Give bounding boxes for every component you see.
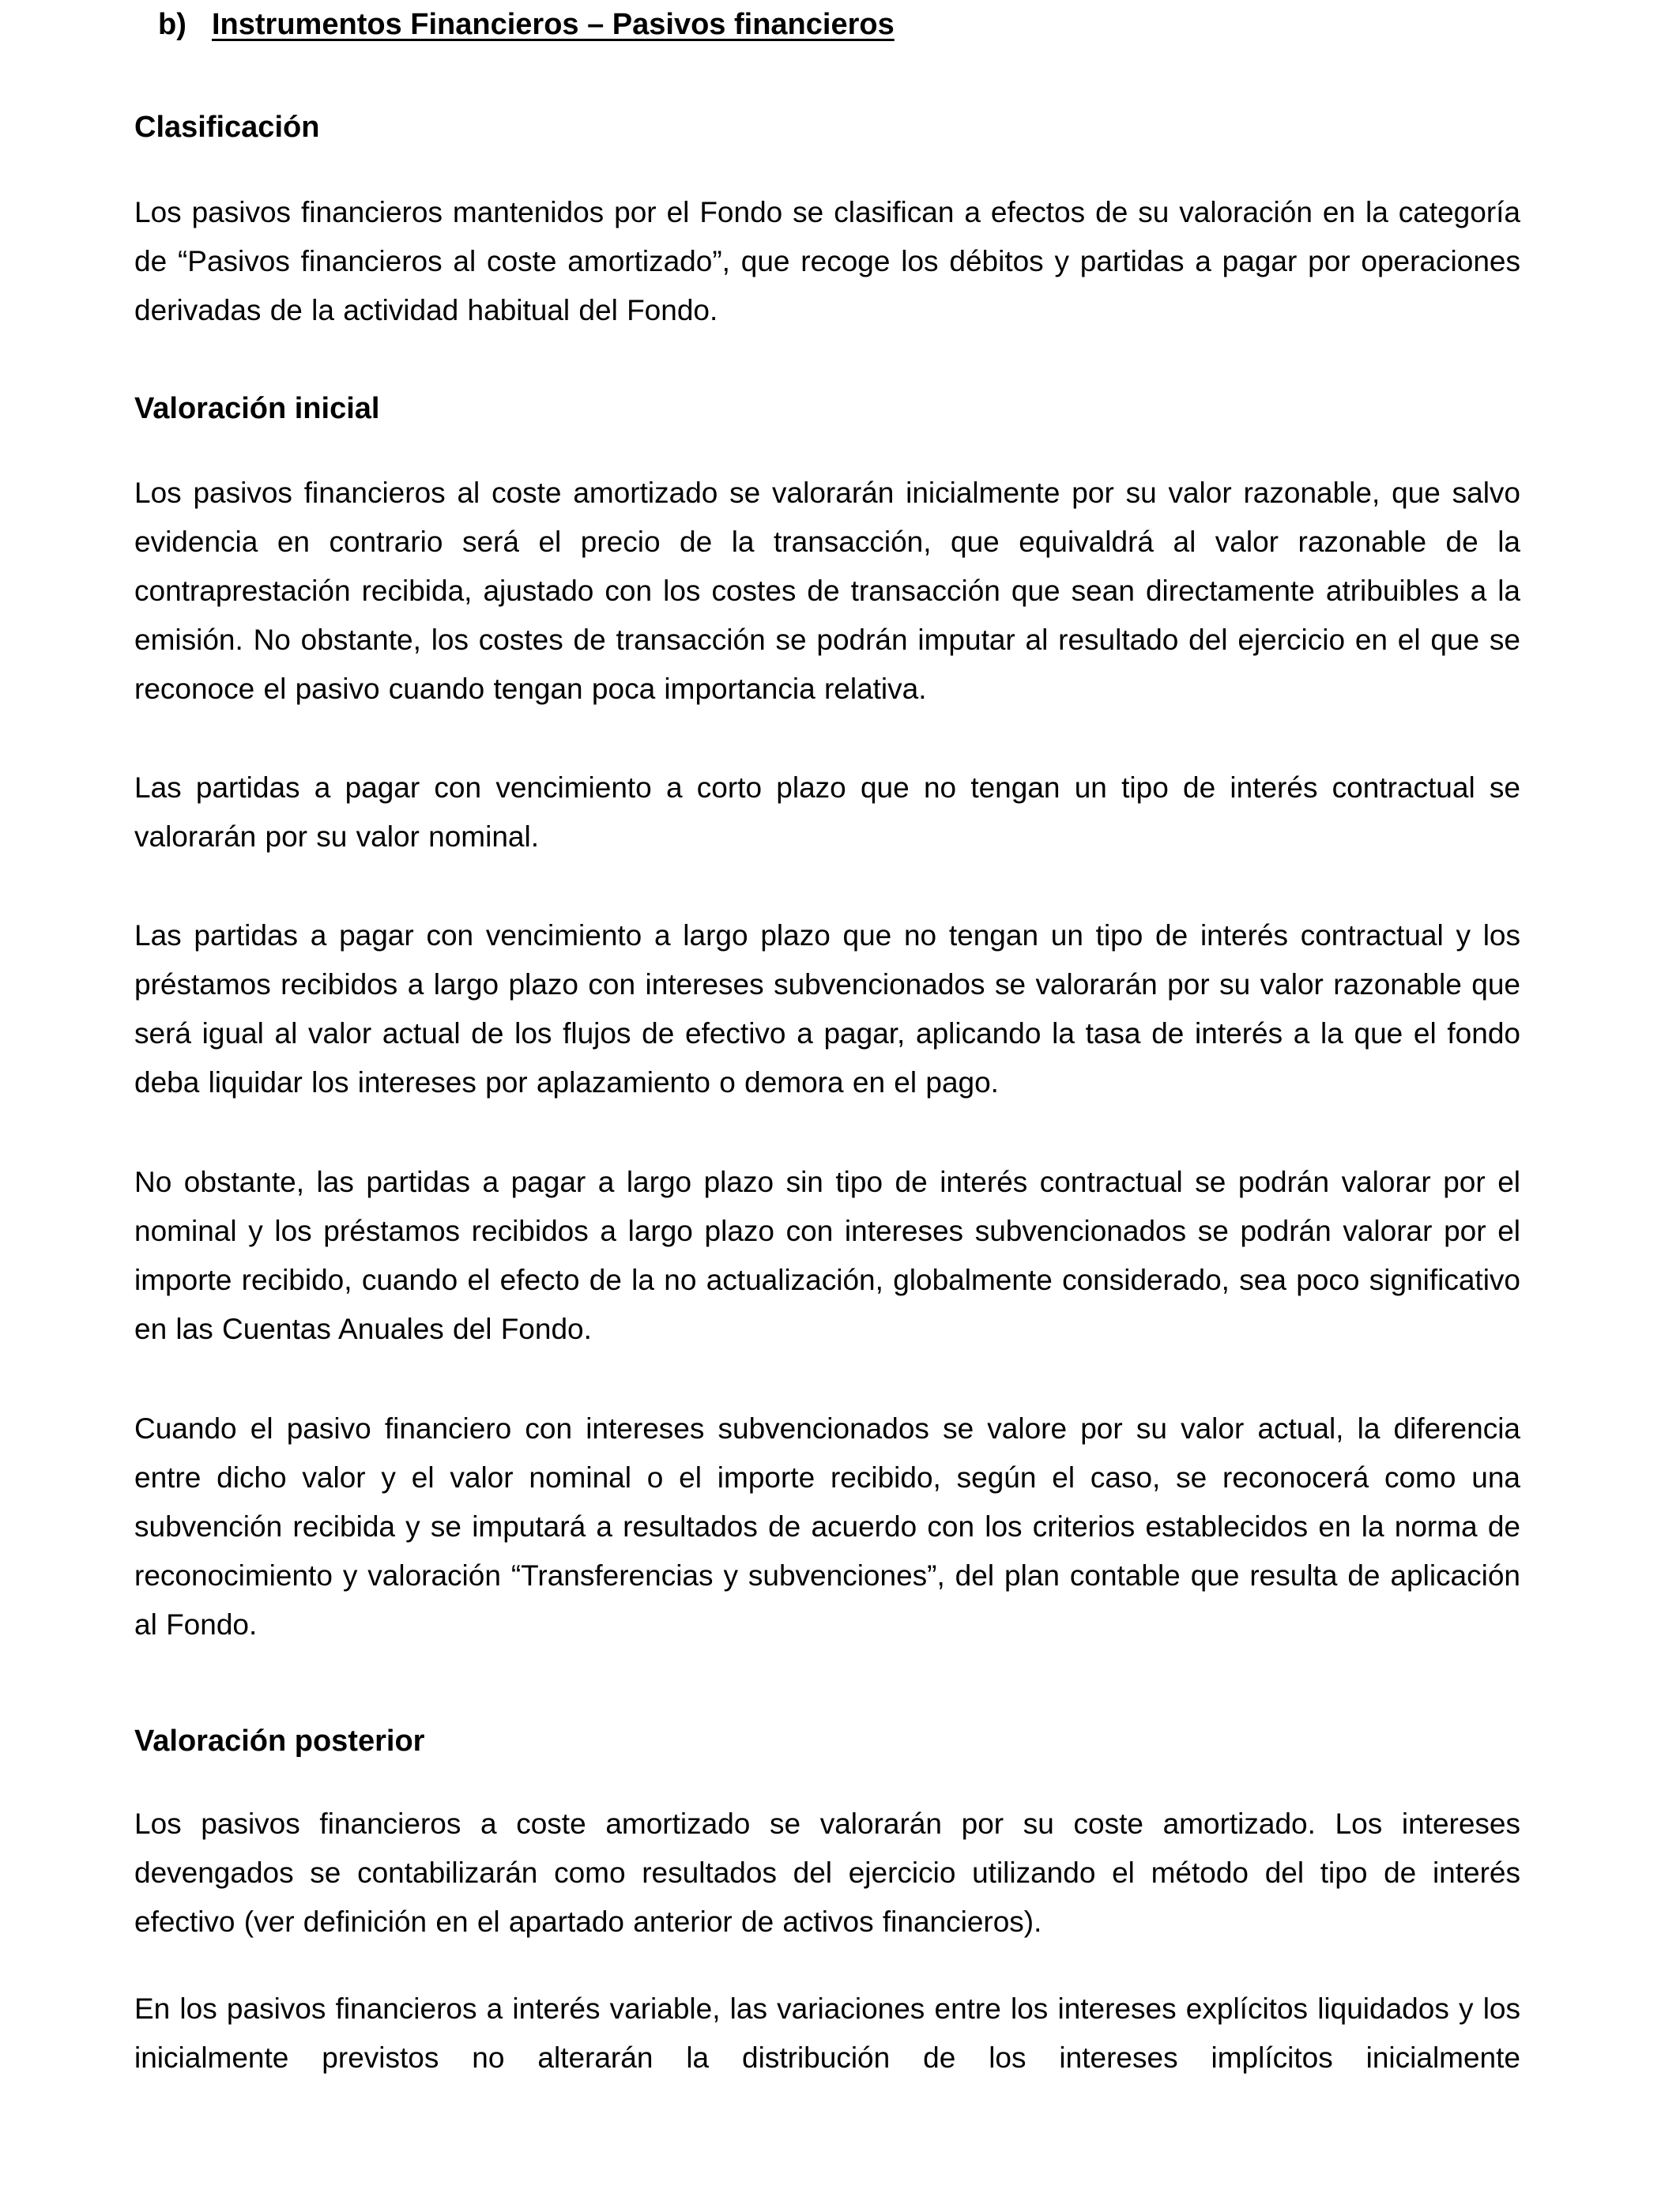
paragraph-valoracion-inicial-3: Las partidas a pagar con vencimiento a largo plazo que no tengan un tipo de interés contractual y los préstamos recibidos a largo plazo con intereses subvencionados se valorarán por su valor razonable que será igual al valor actual de los flujos de efectivo a pagar, aplicando la tasa de interés a la que el fondo deba liquidar los intereses por aplazamiento o demora en el pago. <box>134 919 1520 1099</box>
paragraph-valoracion-inicial-2: Las partidas a pagar con vencimiento a corto plazo que no tengan un tipo de interés contractual se valorarán por su valor nominal. <box>134 771 1520 853</box>
paragraph-clasificacion: Los pasivos financieros mantenidos por el Fondo se clasifican a efectos de su valoración en la categoría de “Pasivos financieros al coste amortizado”, que recoge los débitos y partidas a pagar por operaciones derivadas de la actividad habitual del Fondo. <box>134 196 1520 326</box>
paragraph-valoracion-inicial-5: Cuando el pasivo financiero con intereses subvencionados se valore por su valor actual, la diferencia entre dicho valor y el valor nominal o el importe recibido, según el caso, se reconocerá como una subvención recibida y se imputará a resultados de acuerdo con los criterios establecidos en la norma de reconocimiento y valoración “Transferencias y subvenciones”, del plan contable que resulta de aplicación al Fondo. <box>134 1412 1520 1641</box>
paragraph-valoracion-posterior-1: Los pasivos financieros a coste amortizado se valorarán por su coste amortizado. Los intereses devengados se contabilizarán como resultados del ejercicio utilizando el método del tipo de interés efectivo (ver definición en el apartado anterior de activos financieros). <box>134 1808 1520 1938</box>
heading-valoracion-inicial: Valoración inicial <box>134 392 380 425</box>
section-heading <box>158 5 895 44</box>
heading-valoracion-posterior: Valoración posterior <box>134 1725 425 1758</box>
paragraph-valoracion-inicial-1: Los pasivos financieros al coste amortizado se valorarán inicialmente por su valor razonable, que salvo evidencia en contrario será el precio de la transacción, que equivaldrá al valor razonable de la contraprestación recibida, ajustado con los costes de transacción que sean directamente atribuibles a la emisión. No obstante, los costes de transacción se podrán imputar al resultado del ejercicio en el que se reconoce el pasivo cuando tengan poca importancia relativa. <box>134 477 1520 705</box>
heading-clasificacion: Clasificación <box>134 111 320 144</box>
section-title: Instrumentos Financieros – Pasivos financieros <box>212 8 895 41</box>
paragraph-valoracion-posterior-2: En los pasivos financieros a interés variable, las variaciones entre los intereses explícitos liquidados y los inicialmente previstos no alterarán la distribución de los intereses implícitos inicialmente <box>134 1992 1520 2074</box>
section-marker: b) <box>158 8 186 41</box>
paragraph-valoracion-inicial-4: No obstante, las partidas a pagar a largo plazo sin tipo de interés contractual se podrán valorar por el nominal y los préstamos recibidos a largo plazo con intereses subvencionados se podrán valorar por el importe recibido, cuando el efecto de la no actualización, globalmente considerado, sea poco significativo en las Cuentas Anuales del Fondo. <box>134 1166 1520 1345</box>
